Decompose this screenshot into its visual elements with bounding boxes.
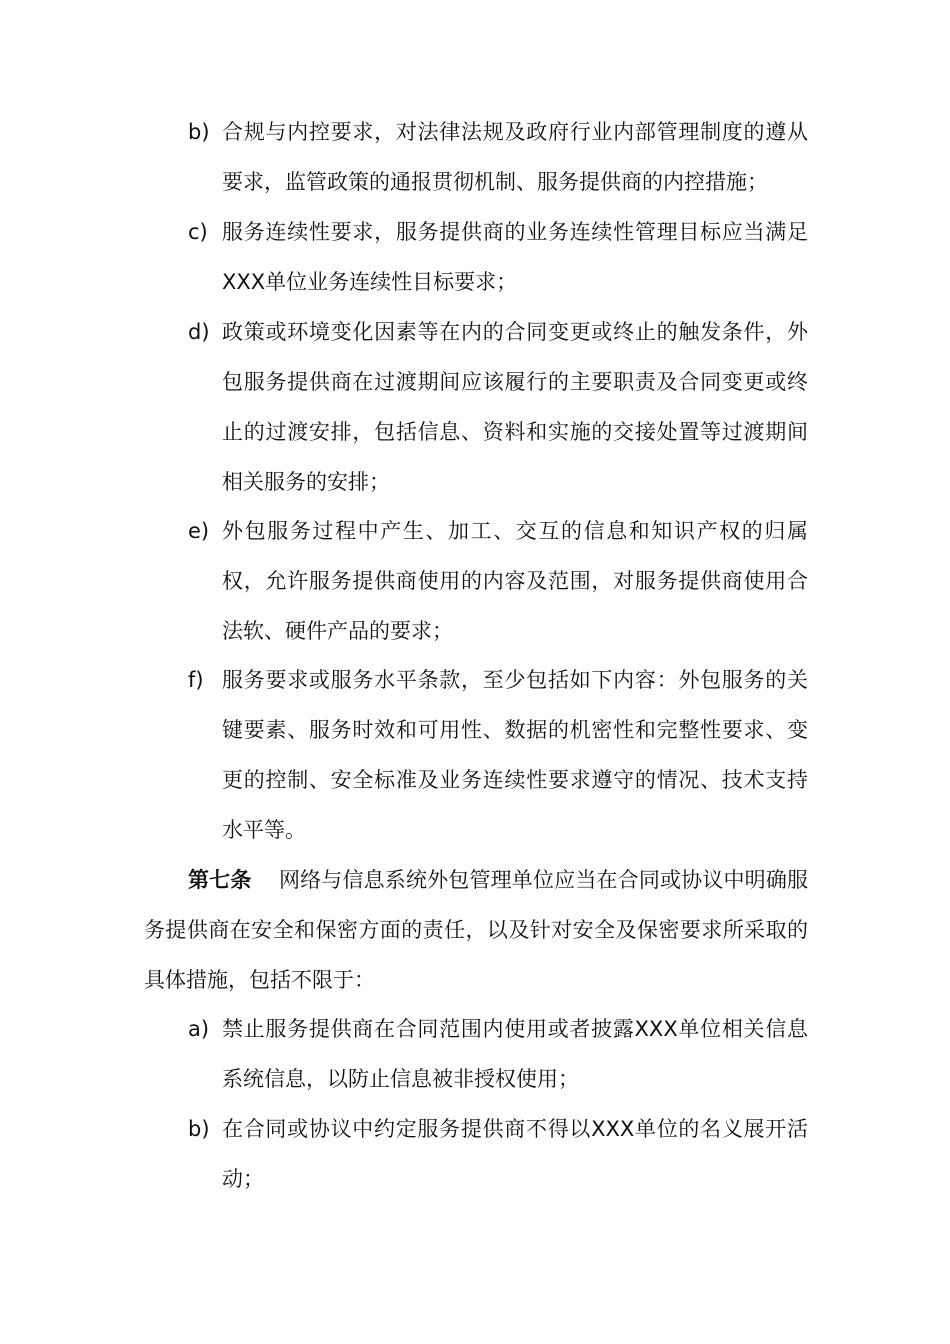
list-marker: b) [188,120,210,144]
list-item-d [188,307,808,507]
list-item-text: 禁止服务提供商在合同范围内使用或者披露XXX单位相关信息系统信息，以防止信息被非授权使用； [222,1017,808,1091]
list-marker: d) [188,320,210,344]
list-marker: e) [188,519,210,543]
list-marker: f) [188,668,204,692]
list-item-c [188,207,808,307]
list-marker: c) [188,220,208,244]
list-item-text: 服务要求或服务水平条款，至少包括如下内容：外包服务的关键要素、服务时效和可用性、数据的机密性和完整性要求、变更的控制、安全标准及业务连续性要求遵守的情况、技术支持水平等。 [222,668,808,842]
list-item-a [188,1004,808,1104]
list-item-text: 在合同或协议中约定服务提供商不得以XXX单位的名义展开活动； [222,1117,808,1191]
list-marker: b) [188,1117,210,1141]
list-item-e [188,506,808,656]
list-item-text: 合规与内控要求，对法律法规及政府行业内部管理制度的遵从要求，监管政策的通报贯彻机制、服务提供商的内控措施； [222,120,808,194]
list-item-b-2 [188,1104,808,1204]
article-seven [144,855,808,1005]
article-label: 第七条 [188,868,252,892]
list-item-b [188,107,808,207]
list-item-text: 外包服务过程中产生、加工、交互的信息和知识产权的归属权，允许服务提供商使用的内容及范围，对服务提供商使用合法软、硬件产品的要求； [222,519,808,643]
list-item-text: 政策或环境变化因素等在内的合同变更或终止的触发条件，外包服务提供商在过渡期间应该履行的主要职责及合同变更或终止的过渡安排，包括信息、资料和实施的交接处置等过渡期间相关服务的安排； [222,320,808,494]
list-marker: a) [188,1017,210,1041]
list-item-text: 服务连续性要求，服务提供商的业务连续性管理目标应当满足XXX单位业务连续性目标要求； [222,220,808,294]
list-item-f [188,655,808,855]
article-text: 网络与信息系统外包管理单位应当在合同或协议中明确服务提供商在安全和保密方面的责任，以及针对安全及保密要求所采取的具体措施，包括不限于： [144,868,809,992]
